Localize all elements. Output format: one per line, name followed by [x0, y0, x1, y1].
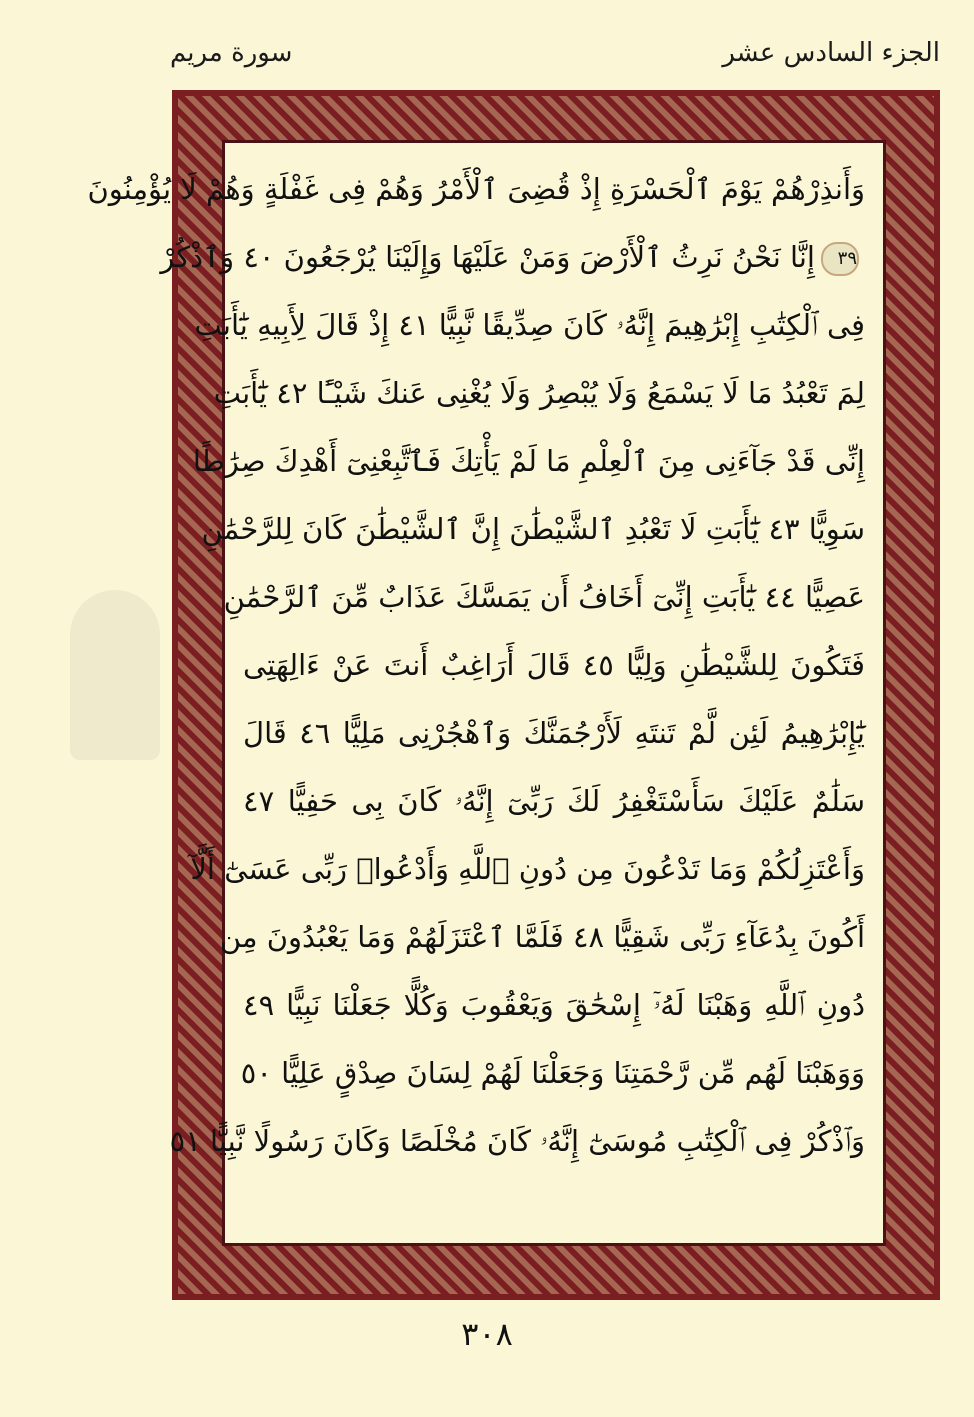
verse-line-1: وَأَنذِرْهُمْ يَوْمَ ٱلْحَسْرَةِ إِذْ قُضِىَ ٱلْأَمْرُ وَهُمْ فِى غَفْلَةٍ وَهُمْ لَا يُؤْمِنُونَ: [87, 172, 865, 206]
verse-line-8: فَتَكُونَ لِلشَّيْطَٰنِ وَلِيًّا ٤٥ قَالَ أَرَاغِبٌ أَنتَ عَنْ ءَالِهَتِى: [243, 648, 865, 682]
page-number: ٣٠٨: [461, 1315, 513, 1353]
verse-line-15: وَٱذْكُرْ فِى ٱلْكِتَٰبِ مُوسَىٰٓ إِنَّهُۥ كَانَ مُخْلَصًا وَكَانَ رَسُولًا نَّبِيًّا ٥١: [169, 1124, 865, 1158]
verse-line-13: دُونِ ٱللَّهِ وَهَبْنَا لَهُۥٓ إِسْحَٰقَ وَيَعْقُوبَ وَكُلًّا جَعَلْنَا نَبِيًّا ٤٩: [243, 988, 865, 1022]
page-header: [170, 38, 940, 78]
page-margin: [0, 0, 20, 1417]
verse-line-10: سَلَٰمٌ عَلَيْكَ سَأَسْتَغْفِرُ لَكَ رَبِّىٓ إِنَّهُۥ كَانَ بِى حَفِيًّا ٤٧: [243, 784, 865, 818]
watermark-ornament: [70, 590, 160, 760]
verse-line-11: وَأَعْتَزِلُكُمْ وَمَا تَدْعُونَ مِن دُونِ ٱللَّهِ وَأَدْعُوا۟ رَبِّى عَسَىٰٓ أَلَّآ: [190, 852, 865, 886]
verse-lines: [87, 155, 865, 1175]
verse-line-2: [160, 223, 865, 291]
verse-line-2-text: إِنَّا نَحْنُ نَرِثُ ٱلْأَرْضَ وَمَنْ عَلَيْهَا وَإِلَيْنَا يُرْجَعُونَ ٤٠ وَٱذْكُرْ: [160, 240, 815, 274]
surah-label: سورة مريم: [170, 38, 293, 68]
text-panel: [87, 140, 886, 1246]
verse-line-12: أَكُونَ بِدُعَآءِ رَبِّى شَقِيًّا ٤٨ فَلَمَّا ٱعْتَزَلَهُمْ وَمَا يَعْبُدُونَ مِن: [219, 920, 865, 954]
verse-line-3: فِى ٱلْكِتَٰبِ إِبْرَٰهِيمَ إِنَّهُۥ كَانَ صِدِّيقًا نَّبِيًّا ٤١ إِذْ قَالَ لِأَبِيهِ يَٰٓأَبَتِ: [194, 308, 865, 342]
verse-line-6: سَوِيًّا ٤٣ يَٰٓأَبَتِ لَا تَعْبُدِ ٱلشَّيْطَٰنَ إِنَّ ٱلشَّيْطَٰنَ كَانَ لِلرَّحْمَٰنِ: [201, 512, 865, 546]
verse-line-7: عَصِيًّا ٤٤ يَٰٓأَبَتِ إِنِّىٓ أَخَافُ أَن يَمَسَّكَ عَذَابٌ مِّنَ ٱلرَّحْمَٰنِ: [223, 580, 865, 614]
verse-line-4: لِمَ تَعْبُدُ مَا لَا يَسْمَعُ وَلَا يُبْصِرُ وَلَا يُغْنِى عَنكَ شَيْـًٔا ٤٢ يَٰٓأَبَتِ: [213, 376, 865, 410]
ornamental-frame: [87, 90, 940, 1300]
verse-line-9: يَٰٓإِبْرَٰهِيمُ لَئِن لَّمْ تَنتَهِ لَأَرْجُمَنَّكَ وَٱهْجُرْنِى مَلِيًّا ٤٦ قَالَ: [243, 716, 865, 750]
verse-line-14: وَوَهَبْنَا لَهُم مِّن رَّحْمَتِنَا وَجَعَلْنَا لَهُمْ لِسَانَ صِدْقٍ عَلِيًّا ٥٠: [240, 1056, 865, 1090]
juz-label: الجزء السادس عشر: [722, 38, 940, 68]
ayah-marker-39: ٣٩: [821, 242, 859, 276]
verse-line-5: إِنِّى قَدْ جَآءَنِى مِنَ ٱلْعِلْمِ مَا لَمْ يَأْتِكَ فَٱتَّبِعْنِىٓ أَهْدِكَ صِرَٰطًا: [192, 444, 865, 478]
